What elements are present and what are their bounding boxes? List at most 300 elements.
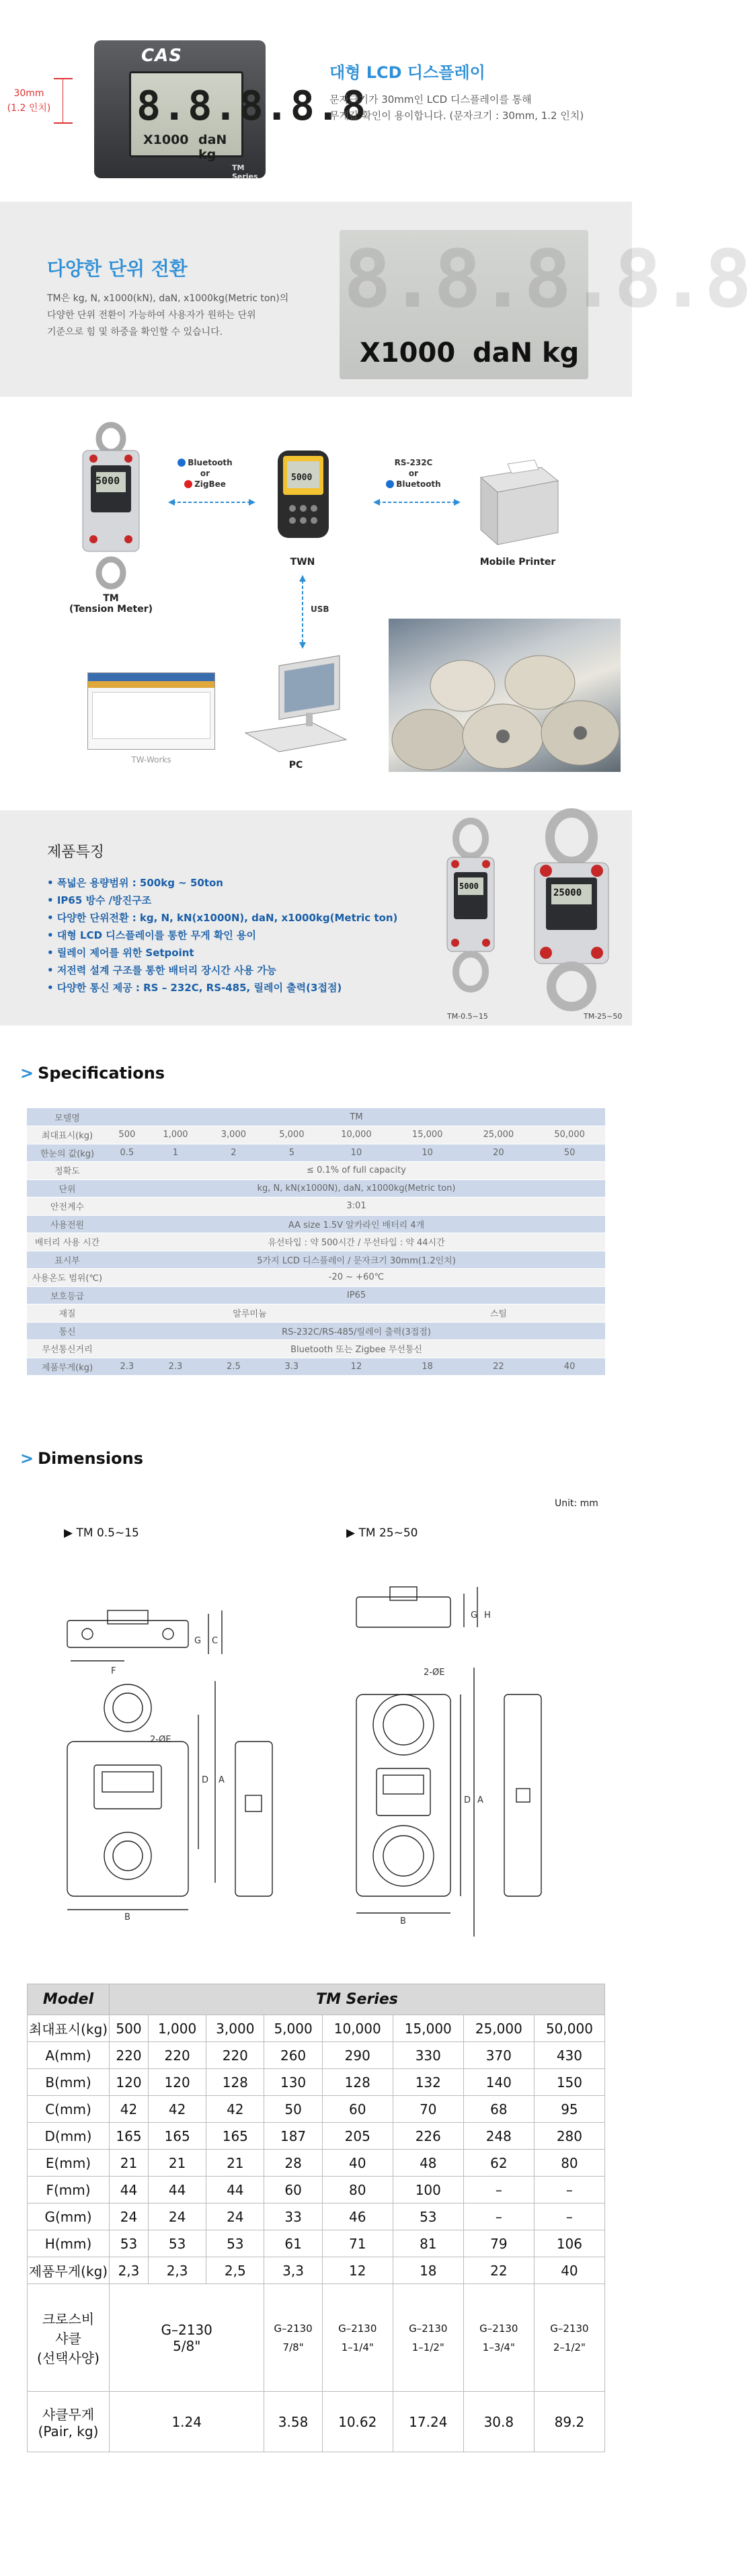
spec-cell: 3.3 xyxy=(263,1358,321,1376)
specifications-heading xyxy=(20,1064,165,1083)
shackle-cell xyxy=(463,2284,534,2392)
spec-cell: 50 xyxy=(534,1144,605,1162)
shackle-code: G–2130 xyxy=(550,2322,589,2335)
brand-logo: CAS xyxy=(141,46,182,66)
triangle-right-icon: ▶ xyxy=(346,1526,356,1540)
dim-row xyxy=(28,2203,605,2230)
lcd-digits: 8.8.8.8.8 xyxy=(136,83,368,130)
spec-row-label: 최대표시(kg) xyxy=(27,1126,108,1144)
spec-row-label: 안전계수 xyxy=(27,1198,108,1216)
shackle-code: G–2130 xyxy=(161,2321,212,2338)
bluetooth-icon xyxy=(386,480,394,488)
spec-row-label: 한눈의 값(kg) xyxy=(27,1144,108,1162)
dim-cell: 165 xyxy=(148,2123,206,2150)
dim-cell: 40 xyxy=(534,2257,604,2284)
right-double-arrow xyxy=(373,498,461,507)
char-height-bracket xyxy=(54,78,73,124)
dim-letter-b-large: B xyxy=(400,1916,406,1926)
feature-item: • 다양한 단위전환 : kg, N, kN(x1000N), daN, x1000kg(Metric ton) xyxy=(47,909,397,927)
spec-row xyxy=(27,1215,605,1233)
dim-cell: 48 xyxy=(393,2150,463,2177)
spec-cell: 50,000 xyxy=(534,1126,605,1144)
spec-row-label: 배터리 사용 시간 xyxy=(27,1233,108,1251)
dim-cell: 280 xyxy=(534,2123,604,2150)
dim-cell: 120 xyxy=(110,2069,149,2096)
spec-cell: 12 xyxy=(321,1358,392,1376)
dim-letter-d: D xyxy=(202,1775,209,1785)
dim-cell: 2,3 xyxy=(110,2257,149,2284)
features-title: 제품특징 xyxy=(47,844,105,861)
lcd-x1000: X1000 xyxy=(360,338,456,368)
spec-row xyxy=(27,1162,605,1180)
feature-item: • 다양한 통신 제공 : RS – 232C, RS-485, 릴레이 출력(3접점) xyxy=(47,979,397,997)
dim-row xyxy=(28,2150,605,2177)
dim-cell: 220 xyxy=(206,2042,264,2069)
shackle-weight-cell: 17.24 xyxy=(393,2392,463,2452)
dim-row-label: C(mm) xyxy=(28,2096,110,2123)
dim-cell: 165 xyxy=(206,2123,264,2150)
spec-cell: 5,000 xyxy=(263,1126,321,1144)
tm-large-caption: TM-25~50 xyxy=(584,1012,623,1021)
model-label: TM Series xyxy=(232,163,258,181)
dim-cell: 81 xyxy=(393,2230,463,2257)
dim-cell: 21 xyxy=(148,2150,206,2177)
dim-cell: 40 xyxy=(322,2150,393,2177)
shackle-weight-merged: 1.24 xyxy=(110,2392,264,2452)
shackle-weight-cell: 3.58 xyxy=(264,2392,322,2452)
printer-caption: Mobile Printer xyxy=(479,557,556,568)
tm-caption xyxy=(57,593,165,615)
tm-caption-name: TM xyxy=(103,593,119,604)
software-screenshot xyxy=(87,672,215,750)
dim-cell: 68 xyxy=(463,2096,534,2123)
spec-row-label: 통신 xyxy=(27,1322,108,1340)
dim-letter-a: A xyxy=(219,1775,225,1785)
dimensions-heading-text: Dimensions xyxy=(38,1449,143,1468)
lcd-ghost-digits: 8.8.8.8.8 xyxy=(344,233,749,325)
shackle-weight-row xyxy=(28,2392,605,2452)
dim-cell: 18 xyxy=(393,2257,463,2284)
small-model-drawing xyxy=(54,1560,282,1937)
dim-cell: 140 xyxy=(463,2069,534,2096)
dim-cell: 205 xyxy=(322,2123,393,2150)
spec-cell: Bluetooth 또는 Zigbee 무선통신 xyxy=(108,1340,605,1358)
twn-caption: TWN xyxy=(290,557,315,568)
usb-label: USB xyxy=(311,604,329,614)
warehouse-photo xyxy=(389,619,621,772)
dim-cell: 3,3 xyxy=(264,2257,322,2284)
dim-row xyxy=(28,2096,605,2123)
dim-cell: 53 xyxy=(110,2230,149,2257)
feature-item: • IP65 방수 /방진구조 xyxy=(47,892,397,909)
shackle-code: G–2130 xyxy=(479,2322,518,2335)
communication-diagram xyxy=(0,403,632,807)
dim-row xyxy=(28,2230,605,2257)
dim-cell: 22 xyxy=(463,2257,534,2284)
spec-cell: RS-232C/RS-485/릴레이 출력(3접점) xyxy=(108,1322,605,1340)
shackle-label-line: (선택사양) xyxy=(37,2350,100,2366)
spec-row xyxy=(27,1233,605,1251)
spec-cell: 5가지 LCD 디스플레이 / 문자크기 30mm(1.2인치) xyxy=(108,1251,605,1269)
dim-cell: 50 xyxy=(264,2096,322,2123)
dim-row-label: E(mm) xyxy=(28,2150,110,2177)
dim-cell: 60 xyxy=(322,2096,393,2123)
model-header: Model xyxy=(28,1984,110,2015)
spec-row xyxy=(27,1358,605,1376)
spec-cell: kg, N, kN(x1000N), daN, x1000kg(Metric ton) xyxy=(108,1179,605,1198)
feature-item: • 릴레이 제어를 위한 Setpoint xyxy=(47,944,397,962)
section-title: 다양한 단위 전환 xyxy=(47,258,188,280)
lcd-display-section xyxy=(0,0,632,195)
dim-row-label: H(mm) xyxy=(28,2230,110,2257)
spec-row-label: 사용온도 범위(℃) xyxy=(27,1269,108,1287)
shackle-weight-cell: 10.62 xyxy=(322,2392,393,2452)
zigbee-label: ZigBee xyxy=(194,479,226,489)
feature-item: • 저전력 설계 구조를 통한 배터리 장시간 사용 가능 xyxy=(47,962,397,979)
spec-row-label: 표시부 xyxy=(27,1251,108,1269)
spec-row xyxy=(27,1126,605,1144)
dim-cell: 226 xyxy=(393,2123,463,2150)
chevron-right-icon: > xyxy=(20,1064,34,1083)
shackle-label-line: 샤클 xyxy=(55,2331,81,2347)
spec-cell: 1,000 xyxy=(147,1126,204,1144)
spec-cell: 3,000 xyxy=(204,1126,262,1144)
dim-cell: 71 xyxy=(322,2230,393,2257)
spec-cell: 스틸 xyxy=(392,1304,605,1323)
unit-note: Unit: mm xyxy=(555,1498,598,1509)
lcd-screen xyxy=(129,71,368,162)
feature-item: • 폭넓은 용량범위 : 500kg ~ 50ton xyxy=(47,874,397,892)
dim-letter-hole-large: 2-ØE xyxy=(424,1668,445,1678)
bluetooth-icon xyxy=(178,459,186,467)
spec-cell: 2.5 xyxy=(204,1358,262,1376)
dim-letter-f: F xyxy=(111,1666,116,1676)
shackle-size: 5/8" xyxy=(173,2337,201,2354)
dim-letter-d-large: D xyxy=(464,1795,471,1805)
dim-cell: 70 xyxy=(393,2096,463,2123)
dim-cell: 15,000 xyxy=(393,2015,463,2042)
description-line: 무게값 확인이 용이합니다. (문자크기 : 30mm, 1.2 인치) xyxy=(329,110,584,122)
dim-letter-g-large: G xyxy=(471,1610,478,1621)
dim-cell: – xyxy=(463,2203,534,2230)
dim-cell: 50,000 xyxy=(534,2015,604,2042)
shackle-cell xyxy=(264,2284,322,2392)
dim-cell: 106 xyxy=(534,2230,604,2257)
dim-cell: 120 xyxy=(148,2069,206,2096)
dim-cell: 10,000 xyxy=(322,2015,393,2042)
spec-cell: 2.3 xyxy=(147,1358,204,1376)
tm-small-caption: TM-0.5~15 xyxy=(447,1012,488,1021)
dim-letter-c: C xyxy=(212,1636,219,1646)
dim-row xyxy=(28,2015,605,2042)
right-link-label xyxy=(373,457,454,490)
shackle-size: 1–1/4" xyxy=(341,2341,374,2353)
shackle-cell xyxy=(393,2284,463,2392)
spec-row-label: 무선통신거리 xyxy=(27,1340,108,1358)
small-model-label-text: TM 0.5~15 xyxy=(76,1526,139,1540)
dim-cell: 24 xyxy=(110,2203,149,2230)
dim-cell: 130 xyxy=(264,2069,322,2096)
dim-cell: 128 xyxy=(322,2069,393,2096)
left-link-label xyxy=(168,457,242,490)
spec-cell: 15,000 xyxy=(392,1126,463,1144)
dim-cell: 25,000 xyxy=(463,2015,534,2042)
dim-cell: 128 xyxy=(206,2069,264,2096)
dim-cell: 42 xyxy=(148,2096,206,2123)
tm-small-product-image xyxy=(440,818,501,1000)
dim-row xyxy=(28,2177,605,2203)
software-caption: TW-Works xyxy=(131,755,171,765)
spec-cell: 유선타입 : 약 500시간 / 무선타입 : 약 44시간 xyxy=(108,1233,605,1251)
spec-row-label: 정확도 xyxy=(27,1162,108,1180)
bluetooth-label: Bluetooth xyxy=(396,479,441,489)
dim-row-label: B(mm) xyxy=(28,2069,110,2096)
dim-row xyxy=(28,2257,605,2284)
pc-illustration xyxy=(239,652,353,760)
dim-cell: 80 xyxy=(534,2150,604,2177)
spec-row-label: 제품무게(kg) xyxy=(27,1358,108,1376)
twn-display: 5000 xyxy=(291,473,313,483)
lcd-x1000: X1000 xyxy=(143,132,189,147)
spec-row xyxy=(27,1179,605,1198)
dim-cell: 79 xyxy=(463,2230,534,2257)
char-height-label xyxy=(5,86,52,116)
description-line: TM은 kg, N, x1000(kN), daN, x1000kg(Metric ton)의 xyxy=(47,293,289,304)
spec-cell: 5 xyxy=(263,1144,321,1162)
dim-cell: 33 xyxy=(264,2203,322,2230)
spec-cell: 25,000 xyxy=(463,1126,535,1144)
shackle-size: 7/8" xyxy=(282,2341,304,2353)
dimensions-table xyxy=(27,1984,605,2452)
shackle-code: G–2130 xyxy=(409,2322,448,2335)
char-height-inch: (1.2 인치) xyxy=(7,103,51,114)
dim-table-header xyxy=(28,1984,605,2015)
dim-letter-hole-small: 2-ØE xyxy=(150,1735,171,1745)
description-line: 기준으로 힘 및 하중을 확인할 수 있습니다. xyxy=(47,327,223,338)
or-label: or xyxy=(408,469,419,478)
dim-row-label: A(mm) xyxy=(28,2042,110,2069)
lcd-units: daN kg xyxy=(473,338,580,368)
spec-row xyxy=(27,1304,605,1323)
section-title: 대형 LCD 디스플레이 xyxy=(329,63,485,82)
spec-row xyxy=(27,1108,605,1126)
spec-cell: IP65 xyxy=(108,1286,605,1304)
dim-row-label: G(mm) xyxy=(28,2203,110,2230)
spec-row-label: 사용전원 xyxy=(27,1215,108,1233)
dim-cell: 62 xyxy=(463,2150,534,2177)
left-double-arrow xyxy=(168,498,255,507)
shackle-weight-cell: 30.8 xyxy=(463,2392,534,2452)
spec-cell: 1 xyxy=(147,1144,204,1162)
tm-large-product-image xyxy=(524,810,619,1009)
large-model-label xyxy=(346,1526,418,1540)
dim-cell: 330 xyxy=(393,2042,463,2069)
section-description xyxy=(329,91,612,124)
series-header: TM Series xyxy=(110,1984,605,2015)
dim-letter-b: B xyxy=(124,1912,130,1922)
shackle-row xyxy=(28,2284,605,2392)
spec-cell: TM xyxy=(108,1108,605,1126)
dim-cell: – xyxy=(534,2177,604,2203)
spec-cell: 10 xyxy=(392,1144,463,1162)
dim-cell: 3,000 xyxy=(206,2015,264,2042)
tm-caption-desc: (Tension Meter) xyxy=(69,604,153,615)
features-list xyxy=(47,874,397,997)
dim-cell: 60 xyxy=(264,2177,322,2203)
char-height-mm: 30mm xyxy=(13,88,44,99)
dim-cell: 44 xyxy=(110,2177,149,2203)
dim-row xyxy=(28,2123,605,2150)
dim-cell: – xyxy=(463,2177,534,2203)
spec-cell: -20 ~ +60℃ xyxy=(108,1269,605,1287)
spec-row xyxy=(27,1269,605,1287)
shackle-size: 1–3/4" xyxy=(482,2341,515,2353)
dim-row-label: F(mm) xyxy=(28,2177,110,2203)
spec-row xyxy=(27,1340,605,1358)
shackle-cell xyxy=(534,2284,604,2392)
spec-row-label: 재질 xyxy=(27,1304,108,1323)
specifications-table xyxy=(27,1108,605,1376)
shackle-merged-cell xyxy=(110,2284,264,2392)
weight-label-line: 샤클무게 xyxy=(42,2407,95,2423)
twn-handheld-illustration xyxy=(266,444,340,545)
dim-cell: 24 xyxy=(148,2203,206,2230)
description-line: 다양한 단위 전환이 가능하여 사용자가 원하는 단위 xyxy=(47,310,256,321)
shackle-code: G–2130 xyxy=(338,2322,377,2335)
dim-cell: 290 xyxy=(322,2042,393,2069)
dim-cell: 430 xyxy=(534,2042,604,2069)
spec-cell: 알루미늄 xyxy=(108,1304,392,1323)
printer-illustration xyxy=(467,451,568,551)
spec-cell: 20 xyxy=(463,1144,535,1162)
dim-cell: 500 xyxy=(110,2015,149,2042)
spec-row xyxy=(27,1286,605,1304)
dim-row-label: 제품무게(kg) xyxy=(28,2257,110,2284)
dim-cell: 260 xyxy=(264,2042,322,2069)
spec-row-label: 모델명 xyxy=(27,1108,108,1126)
dim-cell: 21 xyxy=(206,2150,264,2177)
dim-cell: 150 xyxy=(534,2069,604,2096)
spec-cell: AA size 1.5V 알카라인 배터리 4개 xyxy=(108,1215,605,1233)
dim-cell: 46 xyxy=(322,2203,393,2230)
spec-cell: 18 xyxy=(392,1358,463,1376)
dim-cell: 53 xyxy=(206,2230,264,2257)
spec-cell: 3:01 xyxy=(108,1198,605,1216)
usb-double-arrow xyxy=(298,575,307,649)
spec-cell: 500 xyxy=(108,1126,147,1144)
dimensions-heading xyxy=(20,1449,143,1468)
dim-cell: 132 xyxy=(393,2069,463,2096)
dim-cell: 42 xyxy=(110,2096,149,2123)
shackle-cell xyxy=(322,2284,393,2392)
dim-cell: 21 xyxy=(110,2150,149,2177)
spec-cell: 10 xyxy=(321,1144,392,1162)
dim-cell: 80 xyxy=(322,2177,393,2203)
dim-row-label: D(mm) xyxy=(28,2123,110,2150)
dim-cell: – xyxy=(534,2203,604,2230)
spec-cell: 0.5 xyxy=(108,1144,147,1162)
dim-row-label: 최대표시(kg) xyxy=(28,2015,110,2042)
dim-cell: 12 xyxy=(322,2257,393,2284)
dim-cell: 24 xyxy=(206,2203,264,2230)
weight-label-line: (Pair, kg) xyxy=(38,2423,99,2440)
dim-cell: 44 xyxy=(148,2177,206,2203)
large-model-label-text: TM 25~50 xyxy=(358,1526,418,1540)
dim-letter-h-large: H xyxy=(484,1610,491,1621)
tm-large-display: 25000 xyxy=(553,888,582,898)
dim-cell: 100 xyxy=(393,2177,463,2203)
features-section xyxy=(0,810,632,1025)
unit-change-section xyxy=(0,202,749,397)
dim-row xyxy=(28,2069,605,2096)
dim-cell: 248 xyxy=(463,2123,534,2150)
dim-cell: 53 xyxy=(393,2203,463,2230)
zigbee-icon xyxy=(184,480,192,488)
dim-cell: 187 xyxy=(264,2123,322,2150)
shackle-size: 1–1/2" xyxy=(411,2341,444,2353)
pc-caption: PC xyxy=(288,760,303,771)
dim-cell: 5,000 xyxy=(264,2015,322,2042)
description-line: 문자크기가 30mm인 LCD 디스플레이를 통해 xyxy=(329,93,532,106)
spec-cell: 2.3 xyxy=(108,1358,147,1376)
rs232c-label: RS-232C xyxy=(394,458,433,467)
dim-cell: 53 xyxy=(148,2230,206,2257)
spec-row xyxy=(27,1322,605,1340)
spec-row-label: 단위 xyxy=(27,1179,108,1198)
or-label: or xyxy=(200,469,210,478)
lcd-units: daN kg xyxy=(198,132,227,162)
shackle-label-line: 크로스비 xyxy=(42,2311,95,2327)
paper-rolls-image xyxy=(389,619,621,772)
spec-row xyxy=(27,1144,605,1162)
shackle-weight-cell: 89.2 xyxy=(534,2392,604,2452)
triangle-right-icon: ▶ xyxy=(64,1526,73,1540)
shackle-label xyxy=(28,2284,110,2392)
lcd-closeup xyxy=(340,230,749,379)
spec-cell: 10,000 xyxy=(321,1126,392,1144)
chevron-right-icon: > xyxy=(20,1449,34,1468)
tm-small-display: 5000 xyxy=(459,882,479,891)
feature-item: • 대형 LCD 디스플레이를 통한 무게 확인 용이 xyxy=(47,927,397,944)
shackle-size: 2–1/2" xyxy=(553,2341,586,2353)
spec-cell: 22 xyxy=(463,1358,535,1376)
section-description xyxy=(47,290,303,341)
bluetooth-label: Bluetooth xyxy=(188,458,233,467)
spec-cell: 2 xyxy=(204,1144,262,1162)
dim-cell: 61 xyxy=(264,2230,322,2257)
specifications-heading-text: Specifications xyxy=(38,1064,165,1083)
spec-row-label: 보호등급 xyxy=(27,1286,108,1304)
dim-row xyxy=(28,2042,605,2069)
dim-cell: 165 xyxy=(110,2123,149,2150)
small-model-label xyxy=(64,1526,139,1540)
dim-cell: 2,5 xyxy=(206,2257,264,2284)
dim-cell: 220 xyxy=(148,2042,206,2069)
spec-row xyxy=(27,1198,605,1216)
dim-cell: 95 xyxy=(534,2096,604,2123)
dim-cell: 220 xyxy=(110,2042,149,2069)
shackle-weight-label xyxy=(28,2392,110,2452)
dim-cell: 28 xyxy=(264,2150,322,2177)
dim-letter-g: G xyxy=(194,1636,202,1646)
shackle-code: G–2130 xyxy=(274,2322,313,2335)
tm-device-display: 5000 xyxy=(95,475,120,487)
tm-device-illustration xyxy=(71,424,151,592)
dim-cell: 44 xyxy=(206,2177,264,2203)
lcd-device-photo xyxy=(94,40,368,181)
spec-row xyxy=(27,1251,605,1269)
dim-cell: 2,3 xyxy=(148,2257,206,2284)
